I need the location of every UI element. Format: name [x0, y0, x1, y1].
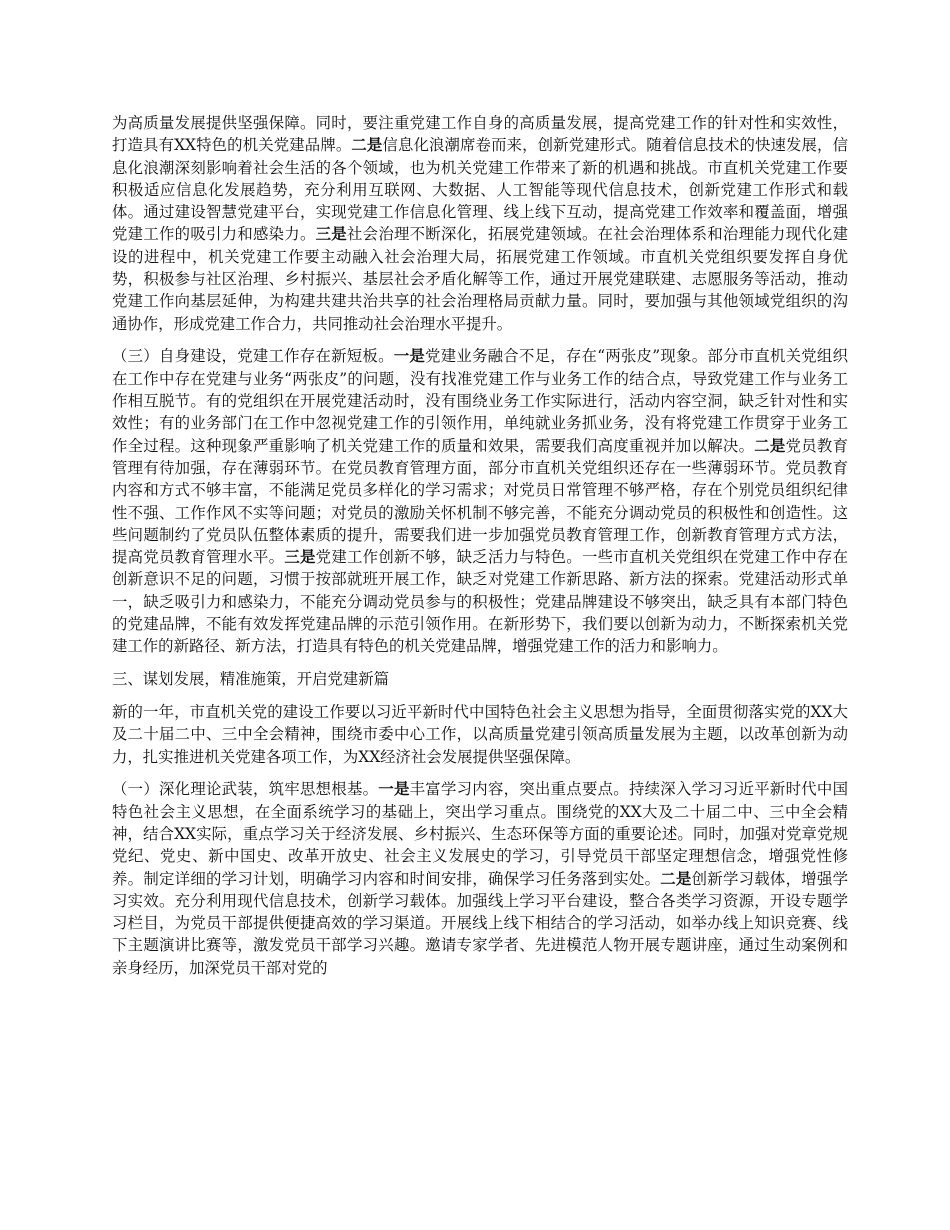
paragraph-social-governance: [112, 112, 848, 335]
para2-heading: （三）自身建设，党建工作存在新短板。: [112, 347, 394, 366]
para2-bold-marker-1: 一是: [393, 347, 426, 366]
section-heading-text: 三、谋划发展，精准施策，开启党建新篇: [112, 670, 390, 689]
para1-text-3: 社会治理不断深化，拓展党建领域。在社会治理体系和治理能力现代化建设的进程中，机关党建工作要主动融入社会治理大局，拓展党建工作领域。市直机关党组织要发挥自身优势，积极参与社区治理、乡村振兴、基层社会矛盾化解等工作，通过开展党建联建、志愿服务等活动，推动党建工作向基层延伸，为构建共建共治共享的社会治理格局贡献力量。同时，要加强与其他领域党组织的沟通协作，形成党建工作合力，共同推动社会治理水平提升。: [112, 225, 848, 333]
para2-text-2: 党员教育管理有待加强，存在薄弱环节。在党员教育管理方面，部分市直机关党组织还存在一些薄弱环节。党员教育内容和方式不够丰富，不能满足党员多样化的学习需求；对党员日常管理不够严格，存在个别党员组织纪律性不强、工作作风不实等问题；对党员的激励关怀机制不够完善，不能充分调动党员的积极性和创造性。这些问题制约了党员队伍整体素质的提升，需要我们进一步加强党员教育管理工作，创新教育管理方式方法，提高党员教育管理水平。: [112, 436, 848, 567]
section-heading-three: [112, 668, 848, 690]
para5-text-2: 创新学习载体，增强学习实效。充分利用现代信息技术，创新学习载体。加强线上学习平台建设，整合各类学习资源，开设专题学习栏目，为党员干部提供便捷高效的学习渠道。开展线上线下相结合的学习活动，如举办线上知识竞赛、线下主题演讲比赛等，激发党员干部学习兴趣。邀请专家学者、先进模范人物开展专题讲座，通过生动案例和亲身经历，加深党员干部对党的: [112, 869, 848, 977]
para5-heading: （一）深化理论武装，筑牢思想根基。: [112, 780, 379, 799]
document-page: [112, 112, 848, 989]
para2-text-3: 党建工作创新不够，缺乏活力与特色。一些市直机关党组织在党建工作中存在创新意识不足的问题，习惯于按部就班开展工作，缺乏对党建工作新思路、新方法的探索。党建活动形式单一，缺乏吸引力和感染力，不能充分调动党员参与的积极性；党建品牌建设不够突出，缺乏具有本部门特色的党建品牌，不能有效发挥党建品牌的示范引领作用。在新形势下，我们要以创新为动力，不断探索机关党建工作的新路径、新方法，打造具有特色的机关党建品牌，增强党建工作的活力和影响力。: [112, 548, 848, 656]
paragraph-new-year: [112, 701, 848, 768]
para2-text-1: 党建业务融合不足，存在“两张皮”现象。部分市直机关党组织在工作中存在党建与业务“两张皮”的问题，没有找准党建工作与业务工作的结合点，导致党建工作与业务工作相互脱节。有的党组织在开展党建活动时，没有围绕业务工作实际进行，活动内容空洞，缺乏针对性和实效性；有的业务部门在工作中忽视党建工作的引领作用，单纯就业务抓业务，没有将党建工作贯穿于业务工作全过程。这种现象严重影响了机关党建工作的质量和效果，需要我们高度重视并加以解决。: [112, 347, 848, 455]
para4-text: 新的一年，市直机关党的建设工作要以习近平新时代中国特色社会主义思想为指导，全面贯彻落实党的XX大及二十届二中、三中全会精神，围绕市委中心工作，以高质量党建引领高质量发展为主题，以改革创新为动力，扎实推进机关党建各项工作，为XX经济社会发展提供坚强保障。: [112, 702, 848, 766]
para5-bold-marker-2: 二是: [660, 869, 692, 888]
para1-bold-marker-2: 二是: [351, 136, 383, 155]
para1-bold-marker-3: 三是: [315, 225, 347, 244]
para2-bold-marker-2: 二是: [754, 436, 786, 455]
para5-bold-marker-1: 一是: [378, 780, 410, 799]
para1-text-1: 为高质量发展提供坚强保障。同时，要注重党建工作自身的高质量发展，提高党建工作的针对性和实效性，打造具有XX特色的机关党建品牌。: [112, 114, 848, 155]
paragraph-self-building: [112, 345, 848, 657]
paragraph-theory-study: [112, 778, 848, 979]
para1-text-2: 信息化浪潮席卷而来，创新党建形式。随着信息技术的快速发展，信息化浪潮深刻影响着社会生活的各个领域，也为机关党建工作带来了新的机遇和挑战。市直机关党建工作要积极适应信息化发展趋势，充分利用互联网、大数据、人工智能等现代信息技术，创新党建工作形式和载体。通过建设智慧党建平台，实现党建工作信息化管理、线上线下互动，提高党建工作效率和覆盖面，增强党建工作的吸引力和感染力。: [112, 136, 848, 244]
para2-bold-marker-3: 三是: [284, 548, 316, 567]
para5-text-1: 丰富学习内容，突出重点要点。持续深入学习习近平新时代中国特色社会主义思想，在全面系统学习的基础上，突出学习重点。围绕党的XX大及二十届二中、三中全会精神，结合XX实际，重点学习关于经济发展、乡村振兴、生态环保等方面的重要论述。同时，加强对党章党规党纪、党史、新中国史、改革开放史、社会主义发展史的学习，引导党员干部坚定理想信念，增强党性修养。制定详细的学习计划，明确学习内容和时间安排，确保学习任务落到实处。: [112, 780, 848, 888]
